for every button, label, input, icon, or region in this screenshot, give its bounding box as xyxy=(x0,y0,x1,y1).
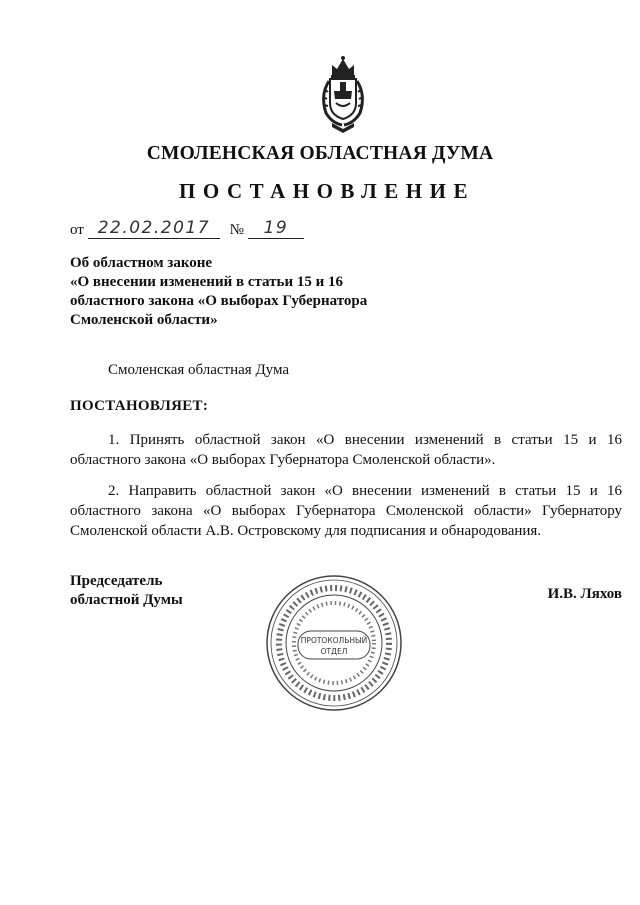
stamp-inner-line: ОТДЕЛ xyxy=(320,647,348,656)
resolution-item-1 xyxy=(70,430,622,470)
date-from-label: от xyxy=(70,222,84,238)
signatory-title-line: областной Думы xyxy=(70,592,183,608)
signatory-title xyxy=(70,572,183,610)
signatory-title-line: Председатель xyxy=(70,573,163,589)
item-line: областного закона «О выборах Губернатора Смоленской области» Губернатору xyxy=(70,503,622,519)
resolution-subject xyxy=(70,254,450,330)
date-number-line xyxy=(70,218,304,239)
document-type-title: ПОСТАНОВЛЕНИЕ xyxy=(179,179,475,203)
item-line: областного закона «О выборах Губернатора Смоленской области». xyxy=(70,452,496,468)
subject-line: Об областном законе xyxy=(70,255,213,271)
item-line: 2. Направить областной закон «О внесении изменений в статьи 15 и 16 xyxy=(108,483,622,499)
signatory-name: И.В. Ляхов xyxy=(547,586,622,602)
resolves-heading: ПОСТАНОВЛЯЕТ: xyxy=(70,398,209,414)
resolution-item-2 xyxy=(70,481,622,541)
organization-name: СМОЛЕНСКАЯ ОБЛАСТНАЯ ДУМА xyxy=(146,143,494,164)
subject-line: «О внесении изменений в статьи 15 и 16 xyxy=(70,274,343,290)
preamble-text: Смоленская областная Дума xyxy=(108,362,290,378)
coat-of-arms-emblem xyxy=(318,55,368,135)
handwritten-number: 19 xyxy=(248,218,304,239)
item-line: Смоленской области А.В. Островскому для подписания и обнародования. xyxy=(70,523,542,539)
stamp-inner-line: ПРОТОКОЛЬНЫЙ xyxy=(300,636,368,645)
handwritten-date: 22.02.2017 xyxy=(88,218,220,239)
number-label: № xyxy=(229,222,244,238)
item-line: 1. Принять областной закон «О внесении изменений в статьи 15 и 16 xyxy=(108,432,622,448)
official-stamp xyxy=(264,573,404,713)
subject-line: Смоленской области» xyxy=(70,312,218,328)
subject-line: областного закона «О выборах Губернатора xyxy=(70,293,368,309)
